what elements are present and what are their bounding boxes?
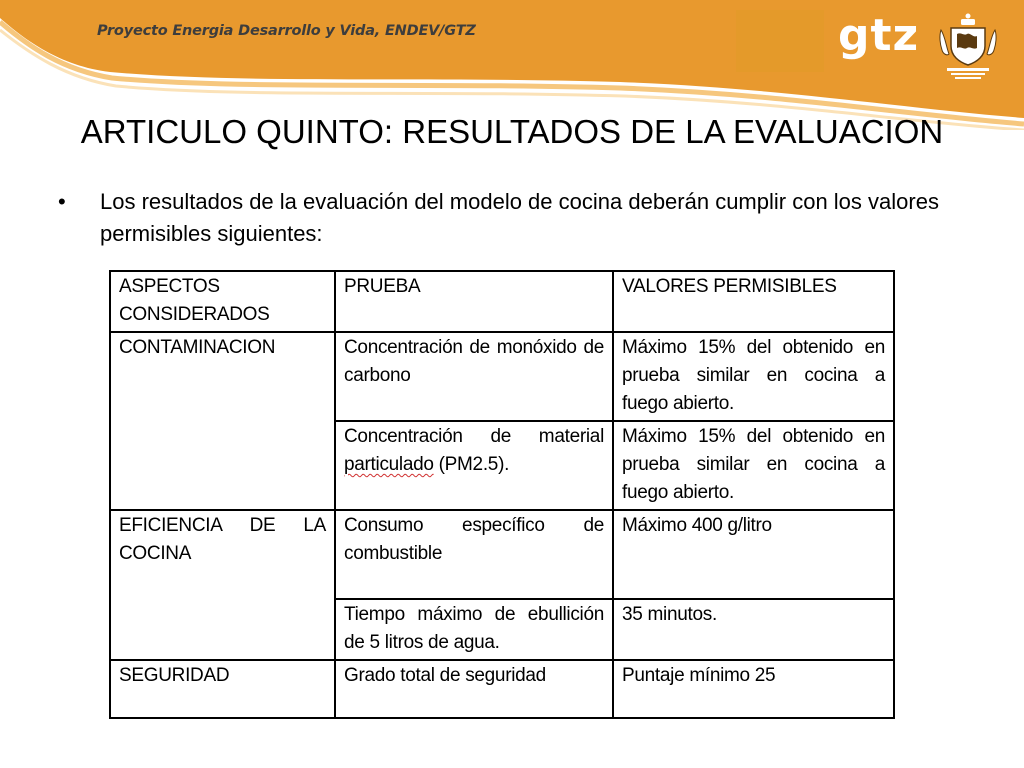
table-row xyxy=(110,510,894,599)
value-cell: Puntaje mínimo 25 xyxy=(613,660,894,718)
bullet-text: Los resultados de la evaluación del modelo de cocina deberán cumplir con los valores permisibles siguientes: xyxy=(100,189,939,246)
value-cell: Máximo 15% del obtenido en prueba similar en cocina a fuego abierto. xyxy=(613,332,894,421)
aspect-seguridad: SEGURIDAD xyxy=(110,660,335,718)
aspect-eficiencia: EFICIENCIA DE LA COCINA xyxy=(110,510,335,660)
table-row xyxy=(110,660,894,718)
spellcheck-word: particulado xyxy=(344,454,434,475)
test-cell: Grado total de seguridad xyxy=(335,660,613,718)
coat-of-arms-icon xyxy=(937,12,999,82)
aspect-contaminacion: CONTAMINACION xyxy=(110,332,335,510)
table-header-row xyxy=(110,271,894,332)
test-cell xyxy=(335,421,613,510)
test-cell: Concentración de monóxido de carbono xyxy=(335,332,613,421)
test-cell: Consumo específico de combustible xyxy=(335,510,613,599)
project-name: Proyecto Energia Desarrollo y Vida, ENDEV/GTZ xyxy=(97,23,476,39)
test-text-line: Concentración de material xyxy=(344,426,604,447)
logo-box xyxy=(736,10,824,72)
gtz-logo: gtz xyxy=(838,10,920,61)
slide-title: ARTICULO QUINTO: RESULTADOS DE LA EVALUACION xyxy=(80,113,944,150)
bullet-icon: • xyxy=(58,189,66,214)
value-cell: Máximo 15% del obtenido en prueba similar en cocina a fuego abierto. xyxy=(613,421,894,510)
value-cell: Máximo 400 g/litro xyxy=(613,510,894,599)
value-cell: 35 minutos. xyxy=(613,599,894,660)
table-row xyxy=(110,332,894,421)
header-aspectos: ASPECTOS CONSIDERADOS xyxy=(110,271,335,332)
header-prueba: PRUEBA xyxy=(335,271,613,332)
header-valores: VALORES PERMISIBLES xyxy=(613,271,894,332)
criteria-table xyxy=(109,270,895,719)
test-cell: Tiempo máximo de ebullición de 5 litros de agua. xyxy=(335,599,613,660)
test-text-suffix: (PM2.5). xyxy=(433,454,510,475)
